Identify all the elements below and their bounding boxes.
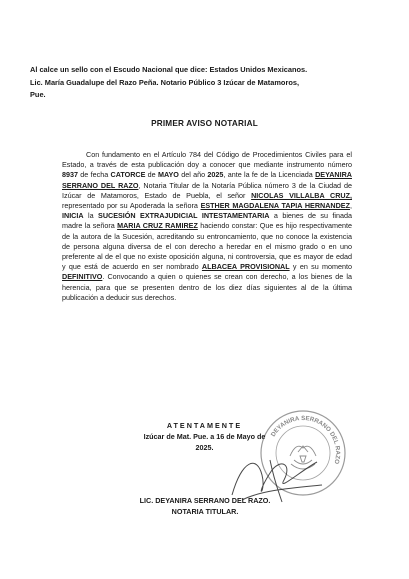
- body-text-2: de fecha: [78, 170, 111, 180]
- body-text-5: , ante la fe de la Licenciada: [223, 170, 316, 180]
- body-text-8: ,: [350, 201, 352, 211]
- body-text-3: de: [145, 170, 158, 180]
- page-title: PRIMER AVISO NOTARIAL: [151, 119, 258, 128]
- body-text-9: la: [83, 211, 99, 221]
- notice-body: [62, 150, 352, 303]
- seal-ring-text: DEYANIRA SERRANO DEL RAZO: [269, 414, 342, 465]
- body-text-11: haciendo constar: Que es hijo respectivamente de la autora de la Sucesión, acreditando su entroncamiento, que no conoce la existencia de persona alguna diversa de el con derecho a heredar en el mismo grado o en uno preferente al de el que no existe oposición alguna, ni controversia, que es mayor de edad y que está de acuerdo en ser nombrado: [62, 221, 352, 272]
- header-line-2: Lic. María Guadalupe del Razo Peña. Notario Público 3 Izúcar de Matamoros,: [30, 77, 300, 87]
- signer-role: NOTARIA TITULAR.: [171, 507, 239, 516]
- body-text-4: del año: [178, 170, 208, 180]
- date-day: CATORCE: [110, 170, 146, 180]
- closing-block: [0, 420, 409, 453]
- definitivo-label: DEFINITIVO: [62, 272, 103, 282]
- albacea-label: ALBACEA PROVISIONAL: [201, 262, 290, 272]
- body-text-12: y en su momento: [289, 262, 352, 272]
- atentamente-label: ATENTAMENTE: [166, 421, 243, 430]
- place-date: Izúcar de Mat. Pue. a 16 de Mayo de: [143, 432, 266, 441]
- body-text-13: . Convocando a quien o quienes se crean con derecho, a los bienes de la herencia, para que se presenten dentro de los diez días siguientes al de la última publicación a deducir sus derechos.: [62, 272, 352, 302]
- attorney-name: ESTHER MAGDALENA TAPIA HERNANDEZ: [200, 201, 350, 211]
- signer-name: LIC. DEYANIRA SERRANO DEL RAZO.: [139, 496, 271, 505]
- signer-block: [100, 495, 310, 517]
- inicia-label: INICIA: [62, 211, 84, 221]
- body-text-10: a bienes de su finada madre la señora: [62, 211, 352, 231]
- body-text-7: representado por su Apoderada la señora: [62, 201, 201, 211]
- date-year: 2025: [207, 170, 224, 180]
- client-name: NICOLAS VILLALBA CRUZ,: [251, 190, 352, 200]
- notary-name: DEYANIRA SERRANO DEL RAZO: [62, 170, 352, 190]
- sucesion-label: SUCESIÓN EXTRAJUDICIAL INTESTAMENTARIA: [98, 211, 270, 221]
- date-month: MAYO: [157, 170, 179, 180]
- header-line-3: Pue.: [30, 90, 46, 99]
- instrument-number: 8937: [62, 170, 78, 180]
- closing-year: 2025.: [195, 443, 214, 452]
- document-header: [30, 64, 380, 102]
- deceased-name: MARIA CRUZ RAMIREZ: [117, 221, 198, 231]
- body-text-1: Con fundamento en el Artículo 784 del Código de Procedimientos Civiles para el Estado, a través de esta publicación doy a conocer que mediante instrumento número: [62, 150, 352, 170]
- header-line-1: Al calce un sello con el Escudo Nacional que dice: Estados Unidos Mexicanos.: [30, 65, 308, 74]
- body-text-6: , Notaria Titular de la Notaría Pública número 3 de la Ciudad de Izúcar de Matamoros, Estado de Puebla, el señor: [62, 180, 352, 200]
